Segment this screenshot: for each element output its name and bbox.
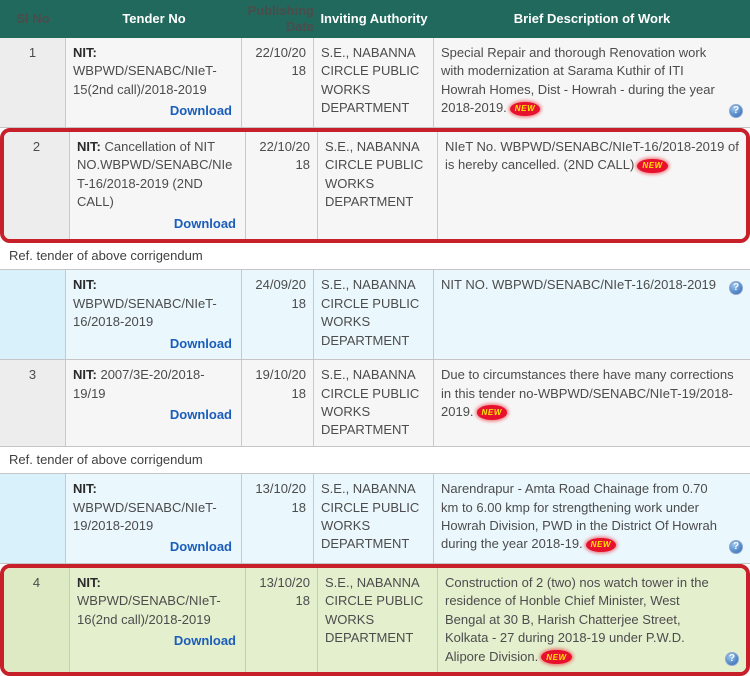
tender-no-cell — [66, 474, 242, 563]
tender-no: WBPWD/SENABC/NIeT-16/2018-2019 — [73, 295, 217, 330]
tender-row — [0, 38, 750, 128]
new-badge: NEW — [637, 159, 667, 173]
publishing-date: 22/10/2018 — [246, 132, 318, 239]
description-cell — [434, 360, 750, 446]
header-brief-description: Brief Description of Work — [513, 10, 671, 26]
corrigendum-label-row: Ref. tender of above corrigendum — [0, 243, 750, 270]
description-cell — [434, 38, 750, 127]
download-link[interactable]: Download — [169, 539, 232, 555]
corrigendum-label-row: Ref. tender of above corrigendum — [0, 447, 750, 474]
nit-label: NIT: — [77, 138, 101, 154]
work-description: NIT NO. WBPWD/SENABC/NIeT-16/2018-2019 — [441, 277, 717, 293]
inviting-authority: S.E., NABANNA CIRCLE PUBLIC WORKS DEPARTMENT — [318, 132, 438, 239]
description-cell — [434, 270, 750, 359]
tender-no: WBPWD/SENABC/NIeT-15(2nd call)/2018-2019 — [73, 63, 217, 97]
sl-no — [0, 270, 66, 359]
work-description: Special Repair and thorough Renovation work with modernization at Sarama Kuthir of ITI Howrah Homes, Dist - Howrah - during the year 2018-2019. — [441, 45, 715, 116]
work-description: Narendrapur - Amta Road Chainage from 0.70 km to 6.00 kmp for strengthening work under Howrah Division, PWD in the District Of Howrah during the year 2018-19. — [441, 481, 717, 552]
nit-label: NIT: — [73, 481, 97, 497]
download-link[interactable]: Download — [169, 335, 232, 351]
tender-no: Cancellation of NIT NO.WBPWD/SENABC/NIeT-16/2018-2019 (2ND CALL) — [77, 138, 233, 210]
tender-row — [0, 360, 750, 447]
description-cell — [434, 474, 750, 563]
publishing-date: 13/10/2018 — [246, 568, 318, 672]
header-inviting-authority: Inviting Authority — [320, 10, 428, 26]
publishing-date: 22/10/2018 — [242, 38, 314, 127]
header-publishing-date: Publishing Date — [247, 2, 314, 34]
help-icon[interactable]: ? — [729, 540, 743, 554]
tender-no-cell — [70, 568, 246, 672]
help-icon[interactable]: ? — [725, 652, 739, 666]
header-sl-no: Sl No — [16, 10, 50, 26]
work-description: NIeT No. WBPWD/SENABC/NIeT-16/2018-2019 of is hereby cancelled. (2ND CALL) — [445, 138, 739, 173]
description-cell — [438, 568, 746, 672]
nit-label: NIT: — [73, 45, 97, 60]
help-icon[interactable]: ? — [729, 104, 743, 118]
inviting-authority: S.E., NABANNA CIRCLE PUBLIC WORKS DEPARTMENT — [314, 474, 434, 563]
tender-row-highlighted — [0, 564, 750, 676]
corrigendum-ref-row — [0, 270, 750, 360]
inviting-authority: S.E., NABANNA CIRCLE PUBLIC WORKS DEPARTMENT — [314, 270, 434, 359]
inviting-authority: S.E., NABANNA CIRCLE PUBLIC WORKS DEPARTMENT — [314, 360, 434, 446]
work-description: Due to circumstances there have many corrections in this tender no-WBPWD/SENABC/NIeT-19/2018-2019. — [441, 367, 734, 419]
nit-label: NIT: — [73, 367, 97, 383]
corrigendum-ref-row — [0, 474, 750, 564]
inviting-authority: S.E., NABANNA CIRCLE PUBLIC WORKS DEPARTMENT — [318, 568, 438, 672]
inviting-authority: S.E., NABANNA CIRCLE PUBLIC WORKS DEPARTMENT — [314, 38, 434, 127]
tender-no-cell — [70, 132, 246, 239]
sl-no: 3 — [0, 360, 66, 446]
help-icon[interactable]: ? — [729, 281, 743, 295]
new-badge: NEW — [586, 538, 616, 552]
new-badge: NEW — [541, 650, 571, 664]
sl-no: 1 — [0, 38, 66, 127]
tender-no-cell — [66, 270, 242, 359]
tender-no-cell — [66, 360, 242, 446]
work-description: Construction of 2 (two) nos watch tower in the residence of Honble Chief Minister, West Bengal at 30 B, Harish Chatterjee Street, Kolkata - 27 during 2018-19 under P.W.D. Alipore Division. — [445, 574, 709, 664]
publishing-date: 13/10/2018 — [242, 474, 314, 563]
new-badge: NEW — [510, 102, 540, 116]
download-link[interactable]: Download — [173, 215, 236, 231]
download-link[interactable]: Download — [169, 406, 232, 422]
download-link[interactable]: Download — [169, 103, 232, 119]
tender-no: WBPWD/SENABC/NIeT-16(2nd call)/2018-2019 — [77, 593, 221, 627]
tender-no: 2007/3E-20/2018-19/19 — [73, 367, 205, 401]
nit-label: NIT: — [73, 277, 97, 293]
sl-no: 2 — [4, 132, 70, 239]
header-tender-no: Tender No — [122, 10, 186, 26]
tender-no: WBPWD/SENABC/NIeT-19/2018-2019 — [73, 499, 217, 533]
description-cell — [438, 132, 746, 239]
tender-row-highlighted — [0, 128, 750, 243]
publishing-date: 24/09/2018 — [242, 270, 314, 359]
table-header — [0, 0, 750, 38]
publishing-date: 19/10/2018 — [242, 360, 314, 446]
tender-no-cell — [66, 38, 242, 127]
nit-label: NIT: — [77, 574, 101, 590]
new-badge: NEW — [477, 405, 507, 419]
download-link[interactable]: Download — [173, 633, 236, 649]
sl-no — [0, 474, 66, 563]
sl-no: 4 — [4, 568, 70, 672]
